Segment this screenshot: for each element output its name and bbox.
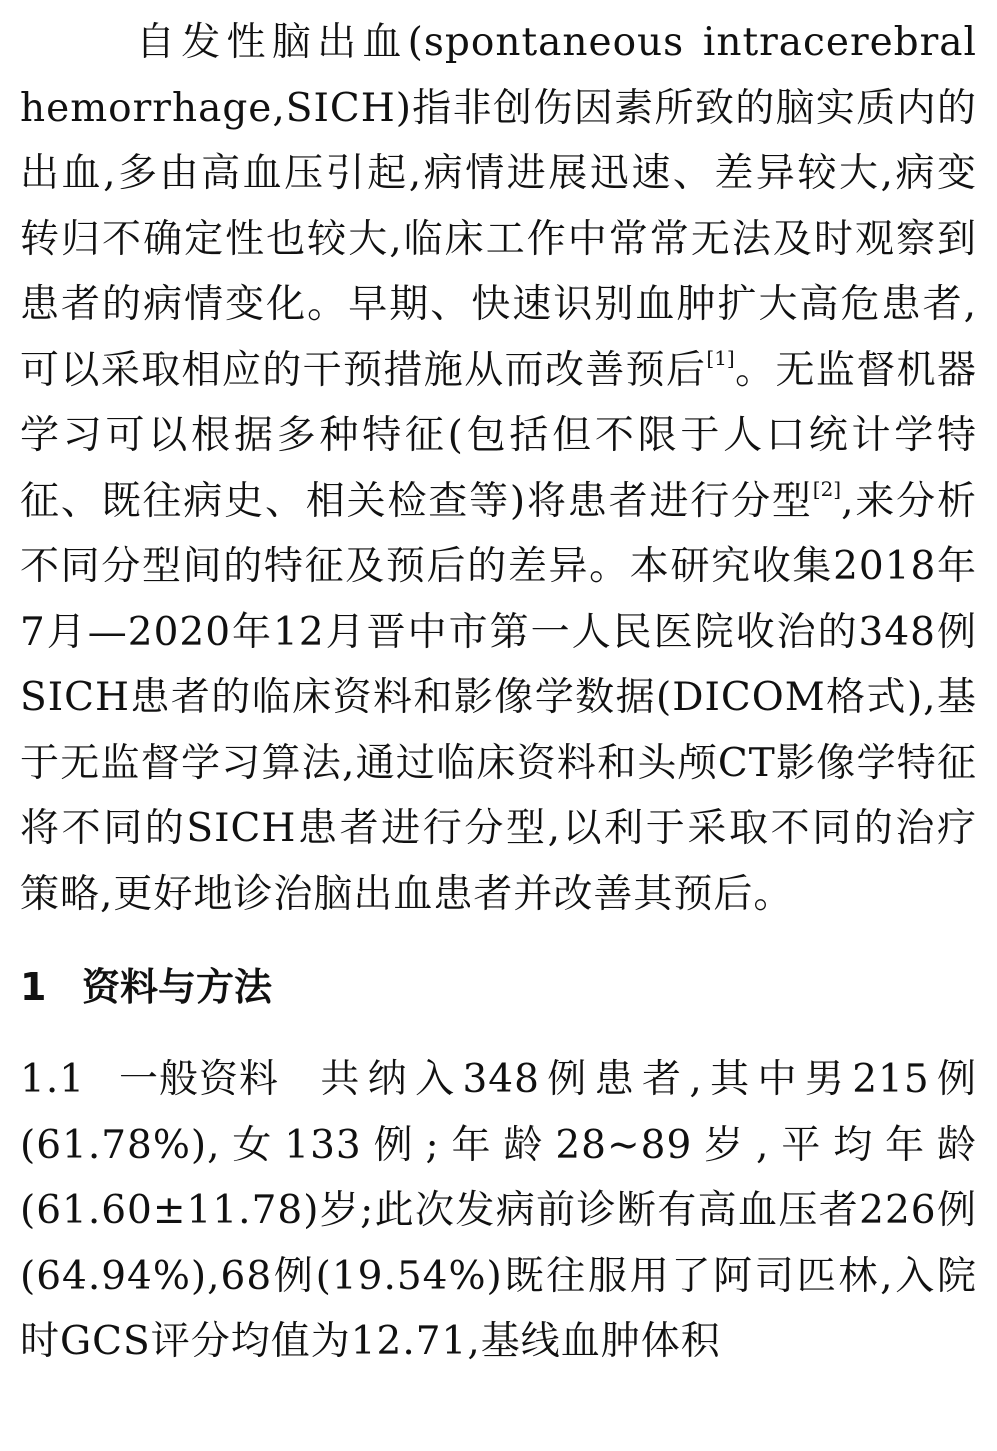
- citation-ref-2[interactable]: [2]: [812, 476, 842, 501]
- subsection-text: 共纳入348例患者,其中男215例(61.78%),女133例;年龄28~89岁,平均年龄(61.60±11.78)岁;此次发病前诊断有高血压者226例(64.94%),68例(19.54%)既往服用了阿司匹林,入院时GCS评分均值为12.71,基线血肿体积: [20, 1057, 977, 1364]
- intro-text-3: ,来分析不同分型间的特征及预后的差异。本研究收集2018年7月—2020年12月晋中市第一人民医院收治的348例SICH患者的临床资料和影像学数据(DICOM格式),基于无监督学习算法,通过临床资料和头颅CT影像学特征将不同的SICH患者进行分型,以利于采取不同的治疗策略,更好地诊治脑出血患者并改善其预后。: [20, 478, 977, 917]
- intro-paragraph: [20, 10, 977, 927]
- section-heading: [20, 961, 977, 1013]
- section-number: 1: [20, 965, 47, 1009]
- subsection-title: 一般资料: [119, 1057, 280, 1102]
- intro-text-2: 。无监督机器学习可以根据多种特征(包括但不限于人口统计学特征、既往病史、相关检查等)将患者进行分型: [20, 347, 977, 524]
- subsection-number: 1.1: [20, 1057, 86, 1102]
- article-page: [20, 10, 977, 1375]
- intro-text-1: 自发性脑出血(spontaneous intracerebral hemorrhage,SICH)指非创伤因素所致的脑实质内的出血,多由高血压引起,病情进展迅速、差异较大,病变转归不确定性也较大,临床工作中常常无法及时观察到患者的病情变化。早期、快速识别血肿扩大高危患者,可以采取相应的干预措施从而改善预后: [20, 20, 977, 393]
- section-title: 资料与方法: [82, 965, 273, 1009]
- citation-ref-1[interactable]: [1]: [706, 345, 735, 370]
- subsection-paragraph: [20, 1047, 977, 1375]
